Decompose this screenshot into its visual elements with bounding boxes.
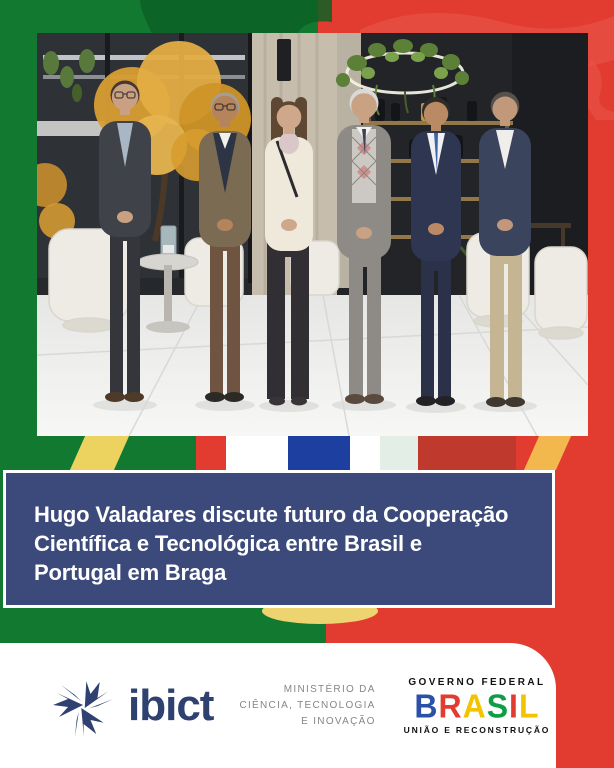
flag-segment xyxy=(226,436,288,470)
flags-decoration-strip xyxy=(0,436,614,470)
headline-line-2: Científica e Tecnológica entre Brasil e xyxy=(34,531,422,556)
uniao-reconstrucao-label: UNIÃO E RECONSTRUÇÃO xyxy=(403,724,551,735)
ibict-wordmark: ibict xyxy=(128,680,214,730)
brasil-wordmark xyxy=(404,686,551,725)
flag-segment xyxy=(350,436,380,470)
ministry-line-1: MINISTÉRIO DA xyxy=(283,683,376,695)
flag-segment xyxy=(380,436,418,470)
brasil-letter: A xyxy=(462,686,487,725)
flag-segment xyxy=(418,436,516,470)
wall-speaker xyxy=(277,39,291,81)
ministry-line-3: E INOVAÇÃO xyxy=(301,715,376,727)
governo-federal-label: GOVERNO FEDERAL xyxy=(408,676,546,688)
window-sign xyxy=(37,121,105,136)
flag-segment xyxy=(116,436,196,470)
flag-segment xyxy=(0,436,80,470)
footer-logo-bar xyxy=(0,643,556,768)
brasil-letter: R xyxy=(438,686,463,725)
brasil-letter: L xyxy=(518,686,540,725)
governo-federal-logo xyxy=(404,677,551,735)
ibict-logo xyxy=(50,671,213,741)
ibict-pinwheel-icon xyxy=(50,671,116,741)
headline-line-1: Hugo Valadares discute futuro da Cooperação xyxy=(34,502,509,527)
ministry-label xyxy=(239,682,375,730)
group-photo xyxy=(37,33,588,436)
brasil-letter: S xyxy=(486,686,510,725)
brasil-letter: B xyxy=(414,686,439,725)
brasil-letter: I xyxy=(509,686,519,725)
ministry-line-2: CIÊNCIA, TECNOLOGIA xyxy=(239,699,376,711)
flag-segment xyxy=(196,436,226,470)
headline-banner xyxy=(3,470,555,608)
headline-line-3: Portugal em Braga xyxy=(34,560,227,585)
flag-segment xyxy=(288,436,350,470)
